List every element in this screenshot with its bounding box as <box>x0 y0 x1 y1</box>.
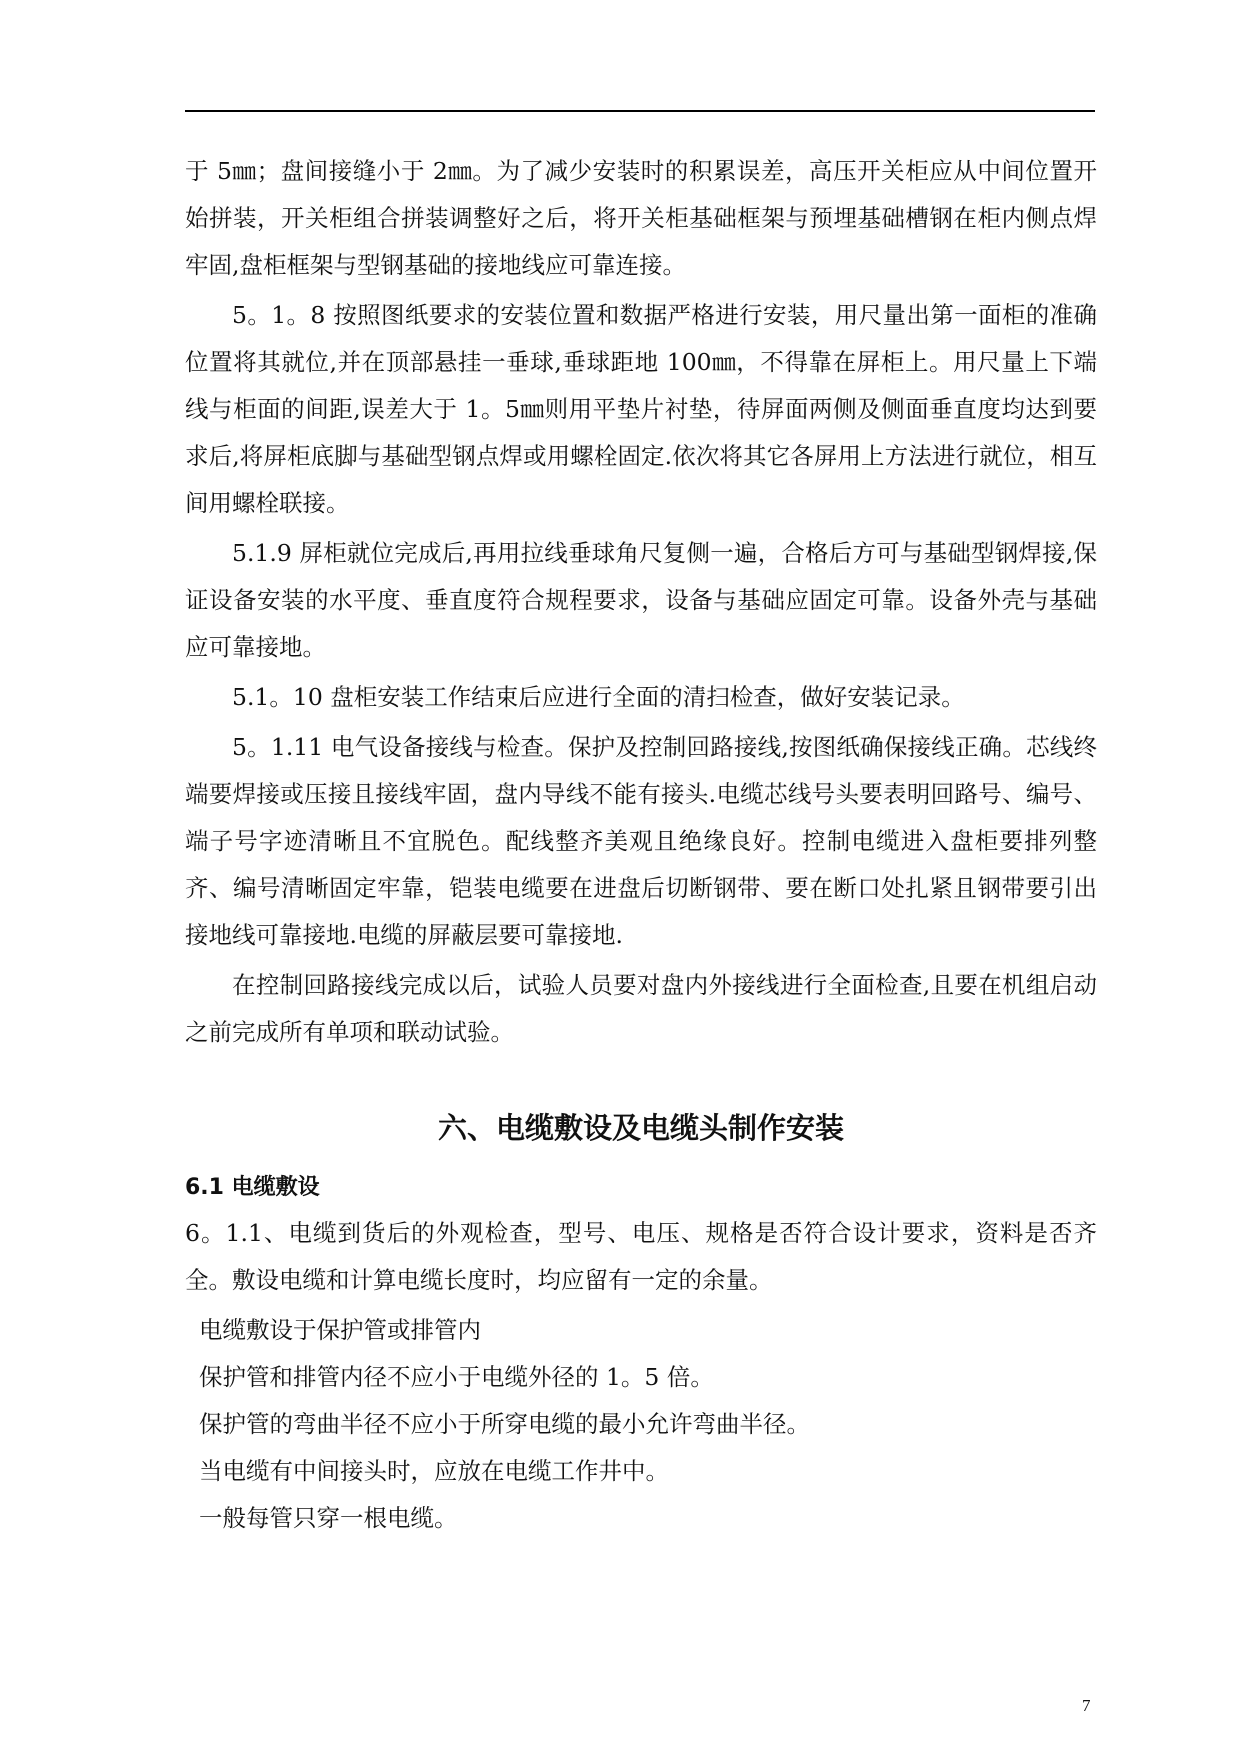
page-number: 7 <box>1082 1696 1091 1715</box>
paragraph: 5。1。8 按照图纸要求的安装位置和数据严格进行安装，用尺量出第一面柜的准确位置将其就位,并在顶部悬挂一垂球,垂球距地 100㎜，不得靠在屏柜上。用尺量上下端线与柜面的间距,误差大于 1。5㎜则用平垫片衬垫，待屏面两侧及侧面垂直度均达到要求后,将屏柜底脚与基础型钢点焊或用螺栓固定.依次将其它各屏用上方法进行就位，相互间用螺栓联接。 <box>185 301 1097 517</box>
paragraph: 在控制回路接线完成以后，试验人员要对盘内外接线进行全面检查,且要在机组启动之前完成所有单项和联动试验。 <box>185 971 1097 1046</box>
section-heading: 6.1 电缆敷设 <box>185 1175 320 1200</box>
paragraph: 于 5㎜；盘间接缝小于 2㎜。为了减少安装时的积累误差，高压开关柜应从中间位置开始拼装，开关柜组合拼装调整好之后，将开关柜基础框架与预埋基础槽钢在柜内侧点焊牢固,盘柜框架与型钢基础的接地线应可靠连接。 <box>185 157 1097 279</box>
list-item: 保护管的弯曲半径不应小于所穿电缆的最小允许弯曲半径。 <box>199 1410 810 1438</box>
list-item: 电缆敷设于保护管或排管内 <box>199 1316 481 1344</box>
list-item: 一般每管只穿一根电缆。 <box>199 1504 458 1532</box>
paragraph: 5.1.9 屏柜就位完成后,再用拉线垂球角尺复侧一遍，合格后方可与基础型钢焊接,保证设备安装的水平度、垂直度符合规程要求，设备与基础应固定可靠。设备外壳与基础应可靠接地。 <box>185 539 1097 661</box>
list-item: 保护管和排管内径不应小于电缆外径的 1。5 倍。 <box>199 1363 714 1391</box>
paragraph: 5.1。10 盘柜安装工作结束后应进行全面的清扫检查，做好安装记录。 <box>232 683 965 711</box>
list-item: 当电缆有中间接头时，应放在电缆工作井中。 <box>199 1457 669 1485</box>
chapter-title: 六、电缆敷设及电缆头制作安装 <box>437 1111 844 1145</box>
paragraph: 5。1.11 电气设备接线与检查。保护及控制回路接线,按图纸确保接线正确。芯线终端要焊接或压接且接线牢固，盘内导线不能有接头.电缆芯线号头要表明回路号、编号、端子号字迹清晰且不宜脱色。配线整齐美观且绝缘良好。控制电缆进入盘柜要排列整齐、编号清晰固定牢靠，铠装电缆要在进盘后切断钢带、要在断口处扎紧且钢带要引出接地线可靠接地.电缆的屏蔽层要可靠接地. <box>185 733 1097 949</box>
section-paragraph: 6。1.1、电缆到货后的外观检查，型号、电压、规格是否符合设计要求，资料是否齐全。敷设电缆和计算电缆长度时，均应留有一定的余量。 <box>185 1219 1097 1294</box>
page-body <box>185 148 1097 1542</box>
header-rule <box>185 110 1095 112</box>
list <box>185 1307 1097 1542</box>
